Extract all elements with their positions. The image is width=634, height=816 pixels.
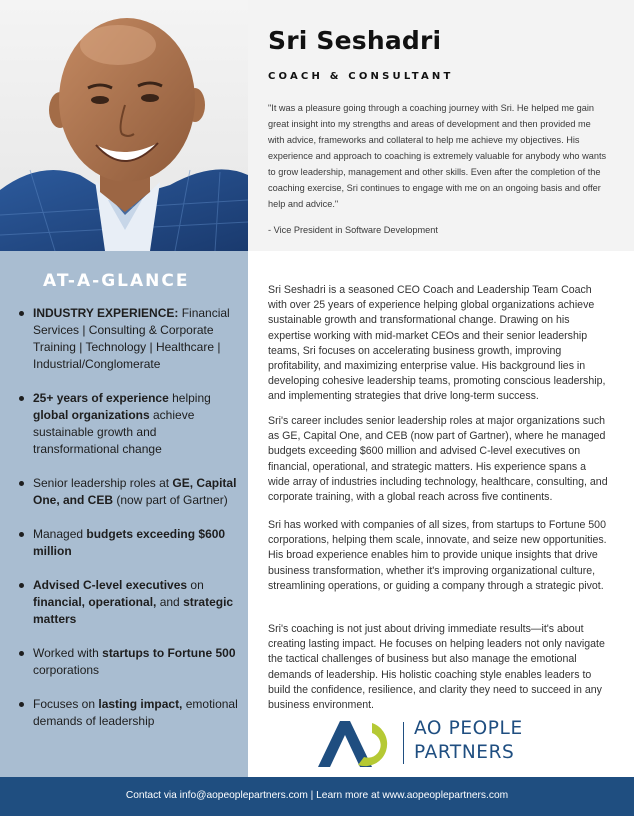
portrait-illustration [0,0,248,251]
bullet-text: achieve sustainable growth and transformational change [33,408,195,456]
bullet-text: Financial Services | Consulting & Corporate Training | Technology | Healthcare | Industrial/Conglomerate [33,306,230,371]
footer-contact-text: Contact via info@aopeoplepartners.com | Learn more at www.aopeoplepartners.com [125,790,509,801]
bullet-bold-text: startups to Fortune 500 [102,646,236,660]
glance-bullet-budgets [33,526,238,560]
logo-divider [403,722,404,764]
bullet-text: corporations [33,663,100,677]
bullet-bold-text: INDUSTRY EXPERIENCE: [33,306,179,320]
bullet-text: Focuses on [33,697,99,711]
bullet-bold-text: global organizations [33,408,150,422]
bullet-text: and [156,595,184,609]
bullet-text: Worked with [33,646,103,660]
person-name: Sri Seshadri [268,26,442,55]
glance-bullet-experience [33,390,238,458]
bullet-text: Senior leadership roles at [33,476,173,490]
bullet-text: helping [168,391,211,405]
bio-paragraph-2: Sri's career includes senior leadership roles at major organizations such as GE, Capital One, and CEB (now part of Gartner), where he managed budgets exceeding $600 million and advised C-level executives on financial, operational, and strategic matters. His experience spans a wide array of industries including technology, healthcare, consulting, and corporate training, with a global reach across five continents. [268,415,608,504]
bio-paragraph-1: Sri Seshadri is a seasoned CEO Coach and Leadership Team Coach with over 25 years of experience helping global organizations achieve sustainable growth and transformational change. Drawing on his expertise working with mid-market CEOs and their senior leadership teams, Sri focuses on accelerating business growth, improving profitability, and maximizing enterprise value. His background lies in developing cohesive leadership teams, promoting conscious leadership, and implementing strategies that drive long-term success. [268,284,606,403]
bullet-bold-text: budgets exceeding $600 million [33,527,226,558]
bullet-text: on [187,578,204,592]
glance-bullet-industry [33,305,238,373]
footer-bar [0,777,634,816]
bio-paragraph-4: Sri's coaching is not just about driving immediate results—it's about creating lasting impact. He focuses on helping leaders not only navigate the tactical challenges of business but also manage the emotional demands of leadership. His holistic coaching style enables leaders to build the confidence, resilience, and clarity they need to succeed in any business environment. [268,623,605,712]
ao-people-partners-logo-icon [314,717,396,769]
person-role: COACH & CONSULTANT [268,71,454,82]
logo-text-line1: AO PEOPLE [414,718,523,739]
bullet-text: Managed [33,527,87,541]
testimonial-quote: "It was a pleasure going through a coaching journey with Sri. He helped me gain great insight into my strengths and areas of development and then provided me with advice, frameworks and collateral to help me achieve my objectives. His experience and approach to coaching is extremely valuable for anybody who wants to grow leadership, management and other skills. Even after the completion of the coaching exercise, Sri continues to engage with me on an ongoing basis and offer help and advice." [268,103,607,209]
glance-bullet-leadership [33,475,238,509]
bullet-text: (now part of Gartner) [113,493,228,507]
bullet-bold-text: Advised C-level executives [33,578,188,592]
glance-bullet-advised [33,577,238,628]
sidebar-title: AT-A-GLANCE [43,271,190,291]
bullet-bold-text: GE, Capital One, and CEB [33,476,237,507]
testimonial-attribution: - Vice President in Software Development [268,225,438,235]
bullet-bold-text: 25+ years of experience [33,391,169,405]
glance-bullet-impact [33,696,238,730]
glance-bullet-startups [33,645,238,679]
bullet-bold-text: strategic matters [33,595,234,626]
bullet-bold-text: lasting impact, [98,697,183,711]
profile-photo [0,0,248,251]
bio-paragraph-3: Sri has worked with companies of all sizes, from startups to Fortune 500 corporations, helping them scale, innovate, and seize new opportunities. His broad experience enables him to provide unique insights that drive business transformation, whether it's improving organizational culture, streamlining operations, or guiding a company through a strategic pivot. [268,519,607,592]
bullet-bold-text: financial, operational, [33,595,157,609]
bullet-text: emotional demands of leadership [33,697,238,728]
logo-text-line2: PARTNERS [414,742,515,763]
